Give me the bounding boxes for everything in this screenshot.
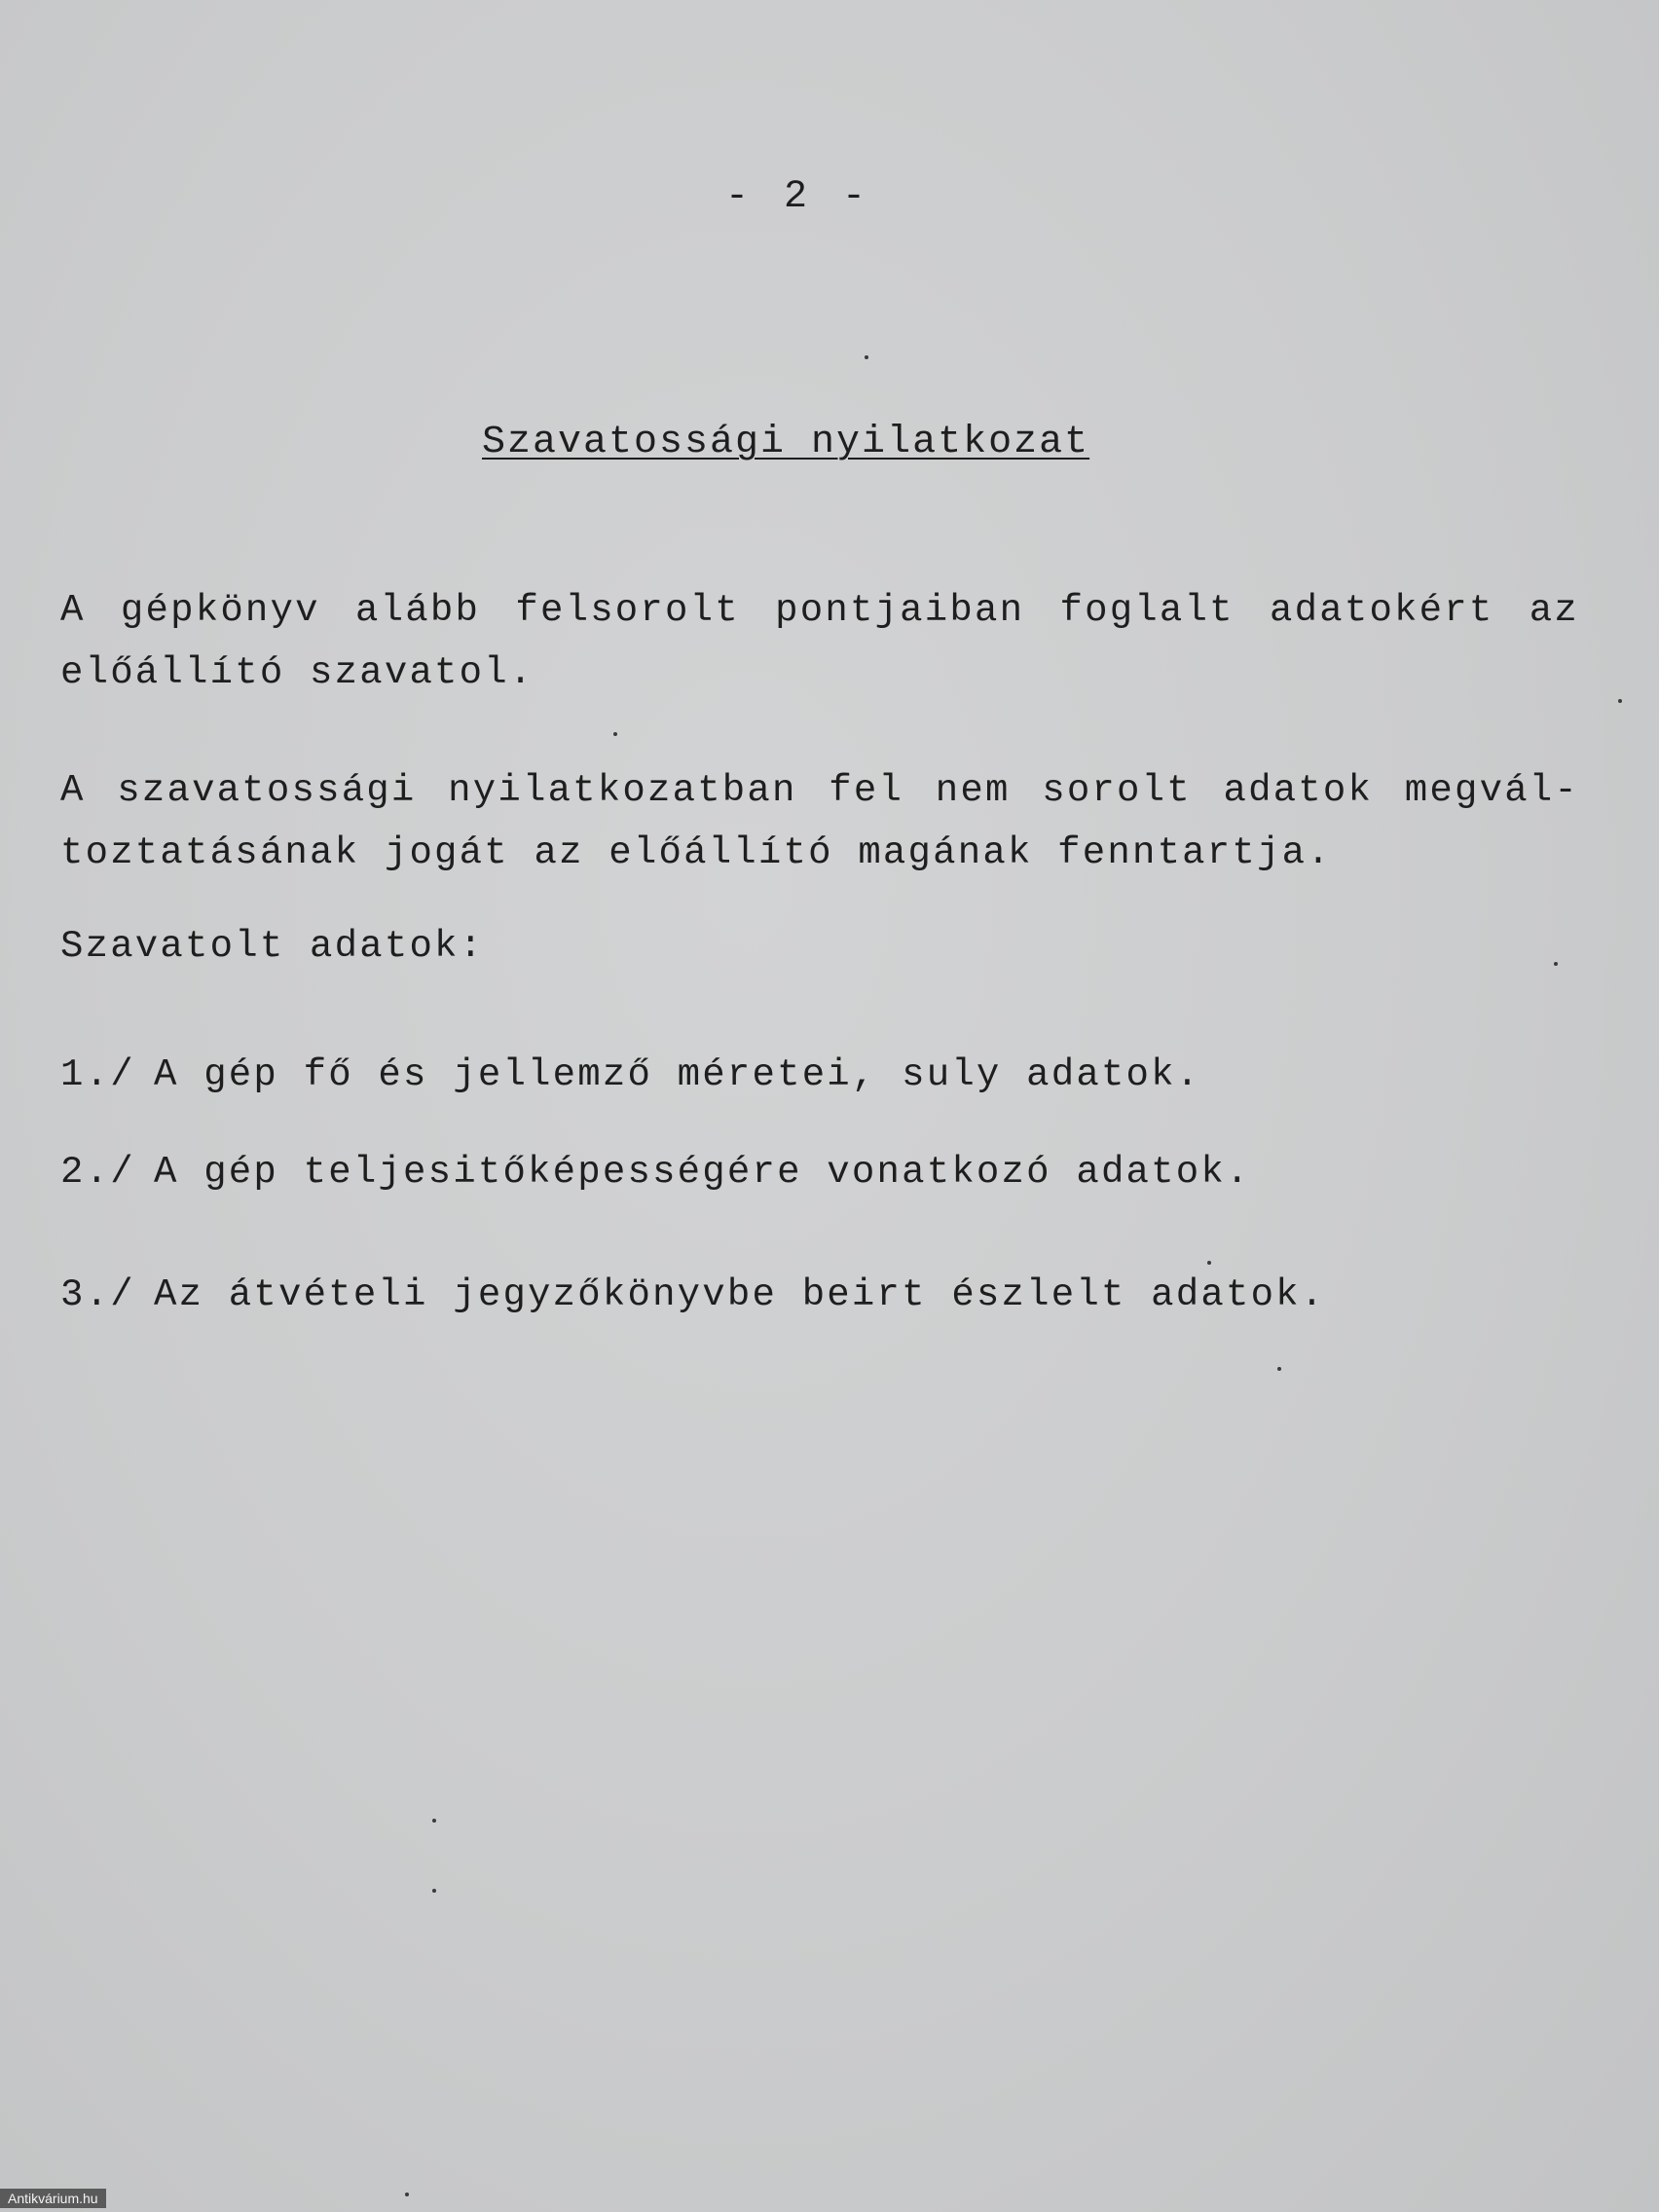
list-item-text: A gép teljesitőképességére vonatkozó adatok.	[154, 1151, 1251, 1194]
paragraph-warranty-scope: A gépkönyv alább felsorolt pontjaiban foglalt adatokért az előállító szavatol.	[60, 589, 1579, 694]
paper-speck	[1618, 699, 1622, 703]
page-number: - 2 -	[724, 175, 872, 219]
list-heading: Szavatolt adatok:	[60, 925, 485, 968]
list-item	[60, 1053, 1200, 1096]
list-item	[60, 1273, 1325, 1316]
paper-speck	[405, 2193, 409, 2196]
watermark: Antikvárium.hu	[0, 2189, 106, 2208]
list-item-number: 2./	[60, 1151, 135, 1194]
paragraph-modification-rights: A szavatossági nyilatkozatban fel nem sorolt adatok megvál-toztatásának jogát az előállító magának fenntartja.	[60, 769, 1579, 874]
paper-speck	[613, 732, 617, 736]
list-item-text: A gép fő és jellemző méretei, suly adatok.	[154, 1053, 1201, 1096]
document-title: Szavatossági nyilatkozat	[482, 421, 1090, 464]
paper-speck	[1277, 1367, 1281, 1371]
paper-speck	[1554, 962, 1558, 966]
list-item-number: 3./	[60, 1273, 135, 1316]
paper-speck	[432, 1889, 436, 1893]
paper-speck	[432, 1819, 436, 1823]
list-item	[60, 1151, 1251, 1194]
paper-speck	[1207, 1261, 1211, 1265]
paper-speck	[865, 355, 868, 359]
list-item-number: 1./	[60, 1053, 135, 1096]
list-item-text: Az átvételi jegyzőkönyvbe beirt észlelt adatok.	[154, 1273, 1326, 1316]
